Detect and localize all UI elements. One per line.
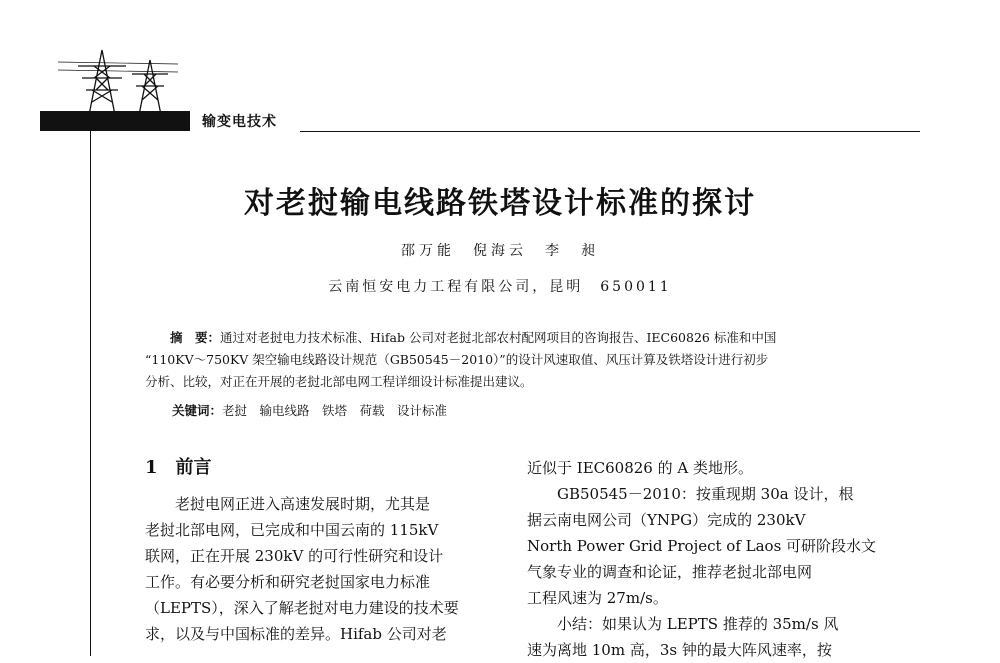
body-line: North Power Grid Project of Laos 可研阶段水文: [527, 537, 877, 555]
abstract-line-2: “110KV～750KV 架空输电线路设计规范（GB50545－2010）”的设计风速取值、风压计算及铁塔设计进行初步: [145, 352, 769, 367]
body-line: （LEPTS），深入了解老挝对电力建设的技术要: [145, 599, 459, 617]
header-rule: [300, 131, 920, 132]
keywords-label: 关键词：: [172, 403, 223, 418]
keywords: [172, 401, 447, 419]
right-column: [527, 455, 902, 663]
body-line: 工程风速为 27m/s。: [527, 589, 668, 607]
body-line: 求，以及与中国标准的差异。Hifab 公司对老: [145, 625, 447, 643]
abstract-line-3: 分析、比较，对正在开展的老挝北部电网工程详细设计标准提出建议。: [145, 374, 533, 389]
body-line: 速为离地 10m 高，3s 钟的最大阵风速率，按: [527, 641, 832, 659]
abstract-line-1: 通过对老挝电力技术标准、Hifab 公司对老挝北部农村配网项目的咨询报告、IEC60826 标准和中国: [220, 330, 777, 345]
body-line: 小结：如果认为 LEPTS 推荐的 35m/s 风: [557, 615, 839, 633]
body-line: 据云南电网公司（YNPG）完成的 230kV: [527, 511, 806, 529]
transmission-tower-illustration: [58, 42, 178, 120]
left-column: [145, 455, 520, 647]
header-black-bar: [40, 111, 190, 131]
section-label: 输变电技术: [202, 114, 277, 130]
body-line: 联网，正在开展 230kV 的可行性研究和设计: [145, 547, 444, 565]
abstract: [145, 327, 890, 393]
section-heading: 1 前言: [145, 457, 212, 478]
body-line: 老挝北部电网，已完成和中国云南的 115kV: [145, 521, 439, 539]
body-line: 近似于 IEC60826 的 A 类地形。: [527, 459, 753, 477]
paper-authors: 邵万能 倪海云 李 昶: [401, 243, 599, 259]
paper-affiliation: 云南恒安电力工程有限公司，昆明 650011: [328, 279, 672, 295]
paper-title: 对老挝输电线路铁塔设计标准的探讨: [244, 186, 756, 221]
body-line: 气象专业的调查和论证，推荐老挝北部电网: [527, 563, 813, 581]
body-line: 老挝电网正进入高速发展时期，尤其是: [175, 495, 431, 513]
abstract-label: 摘 要：: [170, 330, 221, 345]
keywords-text: 老挝 输电线路 铁塔 荷载 设计标准: [222, 403, 448, 418]
body-line: GB50545－2010：按重现期 30a 设计，根: [557, 485, 854, 503]
body-line: 工作。有必要分析和研究老挝国家电力标准: [145, 573, 431, 591]
